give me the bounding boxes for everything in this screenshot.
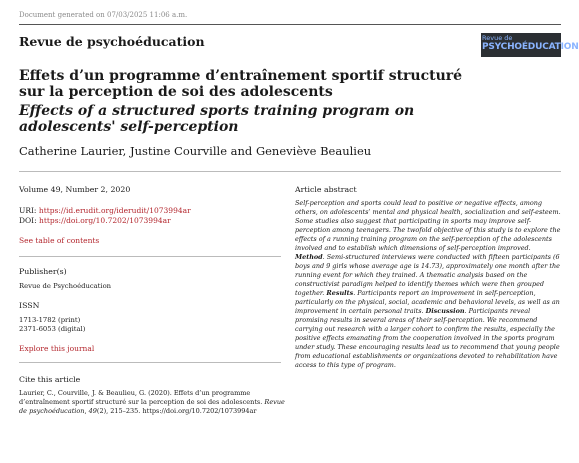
- publisher-name: Revue de Psychoéducation: [19, 282, 112, 290]
- authors-divider: [19, 171, 561, 172]
- volume-info: Volume 49, Number 2, 2020: [19, 185, 131, 194]
- toc-row: [19, 236, 281, 245]
- article-title-en: Effects of a structured sports training program on adolescents' self-perception: [19, 103, 415, 135]
- issn-heading: ISSN: [19, 301, 40, 310]
- divider-2: [19, 362, 281, 363]
- explore-journal-link[interactable]: Explore this journal: [19, 344, 95, 353]
- doi-link[interactable]: https://doi.org/10.7202/1073994ar: [39, 216, 171, 225]
- uri-link[interactable]: https://id.erudit.org/iderudit/1073994ar: [38, 206, 191, 215]
- citation-journal: Revue de psychoéducation: [19, 398, 285, 415]
- logo-line2: PSYCHOÉDUCATION: [482, 42, 579, 52]
- journal-name: Revue de psychoéducation: [19, 34, 205, 49]
- header-divider: [19, 24, 561, 25]
- issn-digital: 2371-6053 (digital): [19, 325, 86, 333]
- abstract-discussion-label: Discussion: [425, 306, 465, 315]
- authors: Catherine Laurier, Justine Courville and Geneviève Beaulieu: [19, 144, 372, 158]
- abstract-intro: Self-perception and sports could lead to positive or negative effects, among others, on adolescents’ mental and physical health, socialization and self-esteem. Some studies also suggest that participating in sports may improve self-perception among teenagers. The twofold objective of this study is to explore the effects of a running training program on the self-perception of the adolescents involved and to establish which dimensions of self-perception improved.: [295, 199, 561, 252]
- abstract-heading: Article abstract: [295, 185, 357, 194]
- citation-volume: 49: [88, 407, 97, 415]
- citation-rest: (2), 215–235. https://doi.org/10.7202/1073994ar: [96, 407, 257, 415]
- abstract-text: [295, 199, 561, 370]
- citation-text: Laurier, C., Courville, J. & Beaulieu, G. (2020). Effets d’un programme d’entraînement sportif structuré sur la perception de soi des adolescents.: [19, 389, 263, 406]
- abstract-results-label: Results: [326, 288, 354, 297]
- abstract-discussion: . Participants reveal promising results in several areas of their self-perception. We recommend carrying out research with a larger cohort to confirm the results, especially the positive effects emanating from the cooperation involved in the sports program under study. These encouraging results lead us to recommend that young people from educational establishments or organizations devoted to rehabilitation have access to this type of program.: [295, 306, 560, 369]
- doi-row: [19, 216, 281, 225]
- article-title-fr: Effets d’un programme d’entraînement sportif structuré sur la perception de soi des adolescents: [19, 68, 463, 100]
- publisher-heading: Publisher(s): [19, 267, 67, 276]
- logo-line1: Revue de: [482, 34, 513, 42]
- abstract-results: . Participants report an improvement in self-perception, particularly on the physical, social, academic and behavioral levels, as well as an improvement in certain personal traits.: [295, 288, 560, 315]
- abstract-method-label: Method: [295, 252, 323, 261]
- doi-label: DOI:: [19, 216, 37, 225]
- explore-row: [19, 344, 281, 353]
- journal-logo: [481, 33, 579, 57]
- toc-link[interactable]: See table of contents: [19, 236, 100, 245]
- issn-print: 1713-1782 (print): [19, 316, 81, 324]
- abstract-method: . Semi-structured interviews were conducted with fifteen participants (6 boys and 9 girls whose average age is 14.73), approximately one month after the running event for which they trained. A thematic analysis based on the constructivist paradigm helped to identify themes which were then grouped together.: [295, 252, 560, 297]
- uri-label: URI:: [19, 206, 37, 215]
- cite-heading: Cite this article: [19, 375, 81, 384]
- divider-1: [19, 256, 281, 257]
- citation: Laurier, C., Courville, J. & Beaulieu, G. (2020). Effets d’un programme d’entraînement sportif structuré sur la perception de soi des adolescents. Revue de psychoéducation, 49(2), 215–235. https://doi.org/10.7202/1073994ar: [19, 389, 285, 415]
- generated-notice: Document generated on 07/03/2025 11:06 a.m.: [19, 11, 188, 19]
- uri-row: [19, 206, 281, 215]
